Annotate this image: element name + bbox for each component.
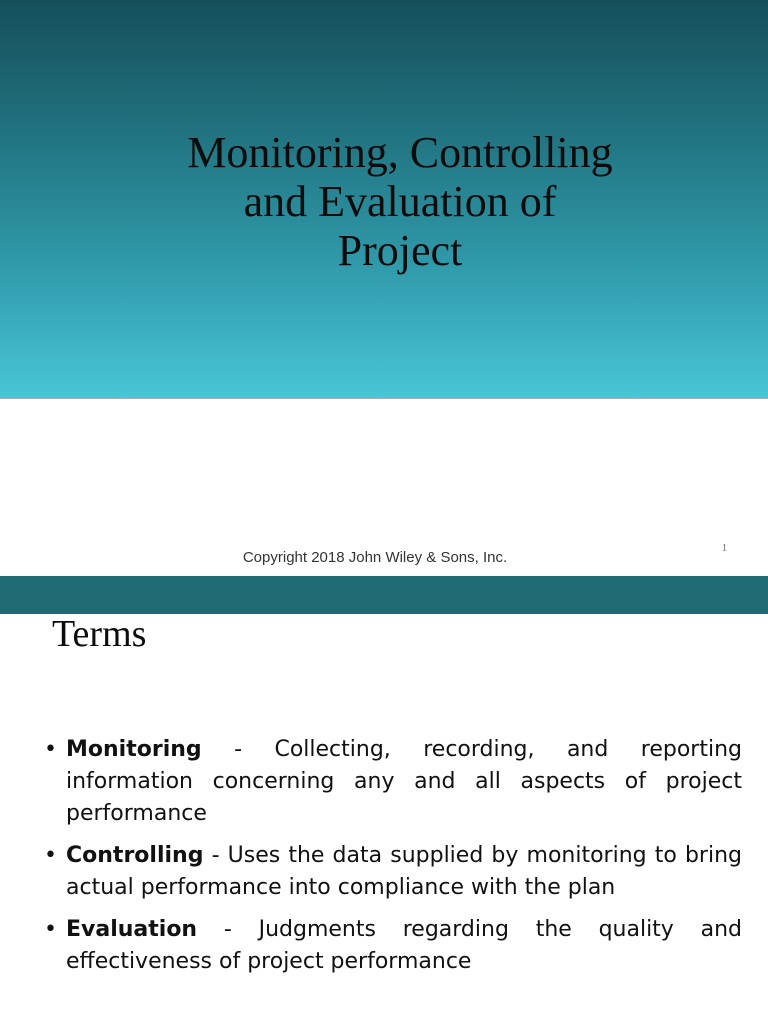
slide-title [100,128,700,275]
term-definition: - Judgments regarding the quality and effectiveness of project performance [66,917,742,974]
copyright-footer: Copyright 2018 John Wiley & Sons, Inc. [242,549,508,566]
slide-title-line: Monitoring, Controlling [187,128,613,177]
term-definition: - Collecting, recording, and reporting information concerning any and all aspects of project performance [66,737,742,826]
bullet-icon: • [44,737,57,762]
list-item [44,840,742,904]
list-item [44,734,742,830]
header-bar [0,576,768,614]
slide-title-line: and Evaluation of [243,177,557,226]
term-definition: - Uses the data supplied by monitoring to bring actual performance into compliance with the plan [66,843,742,900]
slide-title: Terms [52,613,147,655]
bullet-icon: • [44,917,57,942]
bullet-icon: • [44,843,57,868]
slide-2 [0,576,768,1024]
term-label: Controlling [66,843,204,868]
list-item [44,914,742,978]
slide-number: 1 [722,543,727,554]
term-label: Evaluation [66,917,198,942]
term-label: Monitoring [66,737,202,762]
terms-list [44,734,742,988]
slide-title-line: Project [337,226,463,275]
